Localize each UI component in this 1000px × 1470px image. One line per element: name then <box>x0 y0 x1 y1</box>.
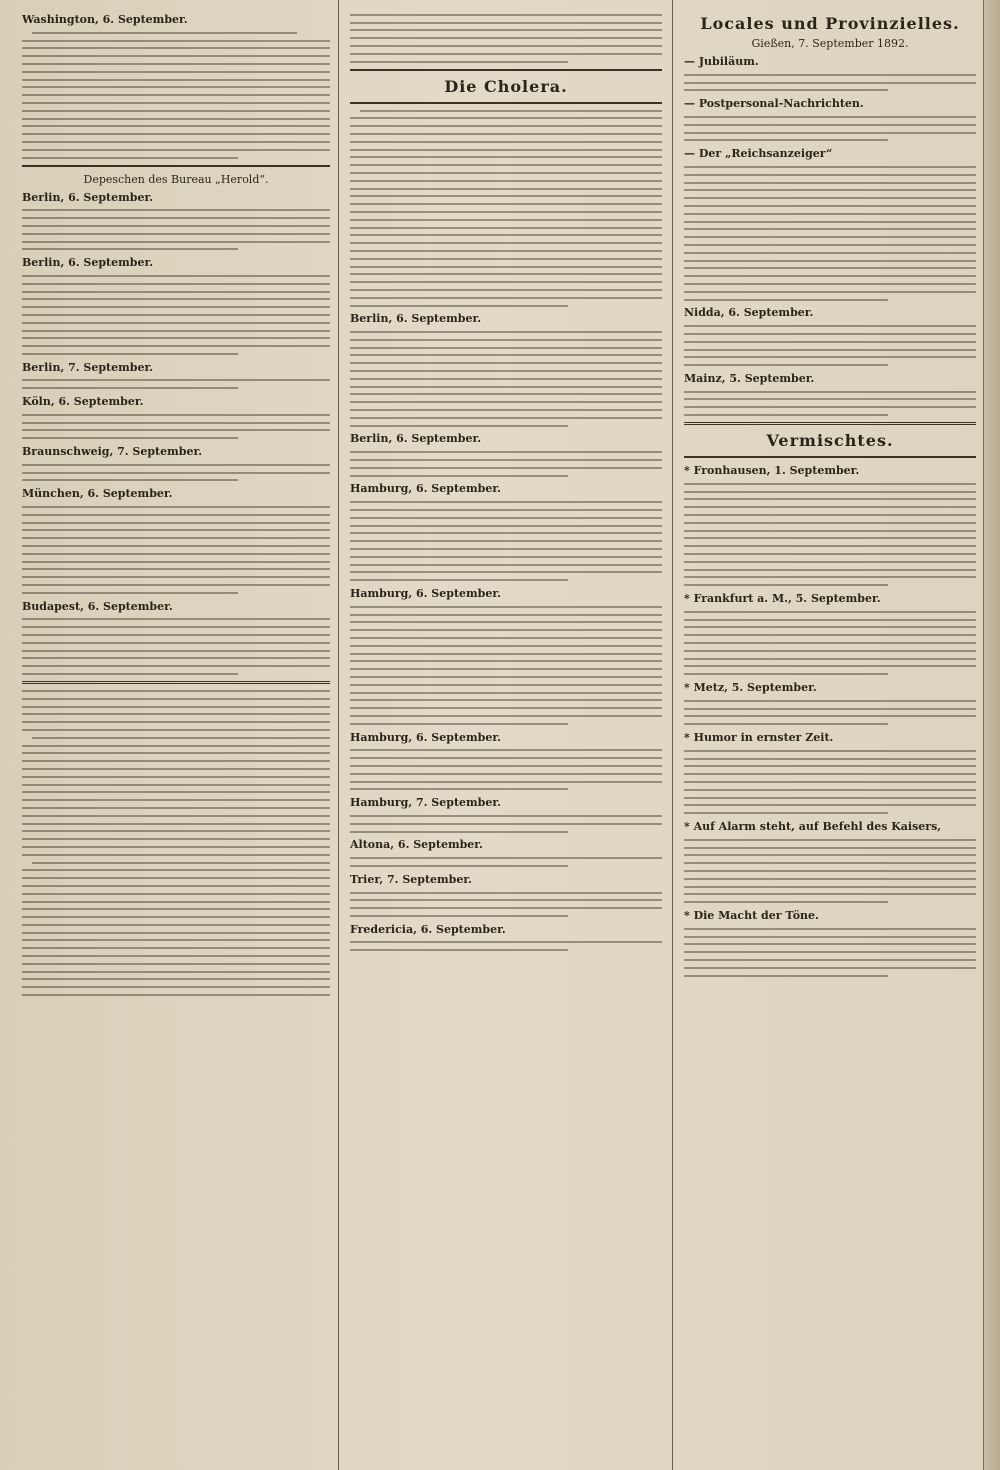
dateline: Braunschweig, 7. September. <box>22 445 203 459</box>
article-body <box>22 506 330 594</box>
divider <box>350 102 662 104</box>
article-body <box>350 14 662 63</box>
local-dateline: Gießen, 7. September 1892. <box>751 37 909 50</box>
dateline: Hamburg, 6. September. <box>350 730 501 744</box>
page-edge <box>983 0 1000 1470</box>
dateline: Berlin, 6. September. <box>22 256 154 270</box>
column-rule <box>672 0 673 1470</box>
item-heading: — Jubiläum. <box>684 55 759 68</box>
article-body <box>22 464 330 482</box>
article-body <box>22 618 330 675</box>
item-heading: Mainz, 5. September. <box>684 371 815 385</box>
item-heading: — Der „Reichsanzeiger“ <box>684 147 833 161</box>
article-body <box>22 32 330 159</box>
divider <box>684 456 976 458</box>
divider <box>22 681 330 684</box>
article-body <box>684 611 976 675</box>
dateline: Berlin, 6. September. <box>22 190 154 204</box>
article-body <box>350 941 662 951</box>
article-body <box>684 839 976 903</box>
article-dateline: Washington, 6. September. <box>22 13 188 26</box>
divider <box>684 422 976 425</box>
article-body <box>22 414 330 439</box>
article-body <box>350 857 662 867</box>
item-heading: — Postpersonal-Nachrichten. <box>684 97 864 111</box>
item-heading: * Frankfurt a. M., 5. September. <box>684 592 881 606</box>
article-body <box>684 116 976 141</box>
dateline: Hamburg, 6. September. <box>350 587 501 600</box>
article-body <box>684 700 976 725</box>
article-body <box>22 379 330 389</box>
article-body <box>684 325 976 366</box>
item-heading: * Fronhausen, 1. September. <box>684 464 860 478</box>
article-body <box>684 483 976 586</box>
divider <box>350 69 662 71</box>
article-body <box>684 74 976 92</box>
article-body <box>684 391 976 416</box>
dateline: München, 6. September. <box>22 487 173 501</box>
dateline: Altona, 6. September. <box>350 838 483 852</box>
column-2 <box>340 0 670 1470</box>
section-heading: Depeschen des Bureau „Herold“. <box>83 172 269 186</box>
article-body <box>22 690 330 996</box>
dateline: Köln, 6. September. <box>22 395 144 409</box>
item-heading: * Humor in ernster Zeit. <box>684 730 834 744</box>
section-heading: Die Cholera. <box>444 76 568 96</box>
dateline: Hamburg, 6. September. <box>350 482 501 496</box>
article-body <box>350 892 662 917</box>
dateline: Budapest, 6. September. <box>22 599 173 613</box>
column-1 <box>12 0 338 1470</box>
column-rule <box>338 0 339 1470</box>
section-heading: Locales und Provinzielles. <box>700 14 960 33</box>
item-heading: * Metz, 5. September. <box>684 681 817 694</box>
dateline: Berlin, 6. September. <box>350 432 482 446</box>
article-body <box>350 749 662 790</box>
article-body <box>22 209 330 250</box>
article-body <box>350 110 662 307</box>
article-body <box>350 451 662 476</box>
article-body <box>350 331 662 427</box>
article-body <box>22 275 330 355</box>
item-heading: Nidda, 6. September. <box>684 306 814 320</box>
item-heading: * Die Macht der Töne. <box>684 908 819 922</box>
divider <box>22 165 330 167</box>
dateline: Hamburg, 7. September. <box>350 796 501 810</box>
article-body <box>350 606 662 725</box>
article-body <box>350 815 662 833</box>
article-body <box>684 928 976 977</box>
article-body <box>684 166 976 301</box>
column-3 <box>674 0 984 1470</box>
article-body <box>684 750 976 814</box>
article-body <box>350 501 662 581</box>
dateline: Trier, 7. September. <box>350 872 472 886</box>
dateline: Berlin, 7. September. <box>22 360 154 374</box>
section-heading: Vermischtes. <box>766 431 894 451</box>
item-heading: * Auf Alarm steht, auf Befehl des Kaisers, <box>684 819 942 833</box>
dateline: Fredericia, 6. September. <box>350 922 506 936</box>
dateline: Berlin, 6. September. <box>350 312 482 326</box>
